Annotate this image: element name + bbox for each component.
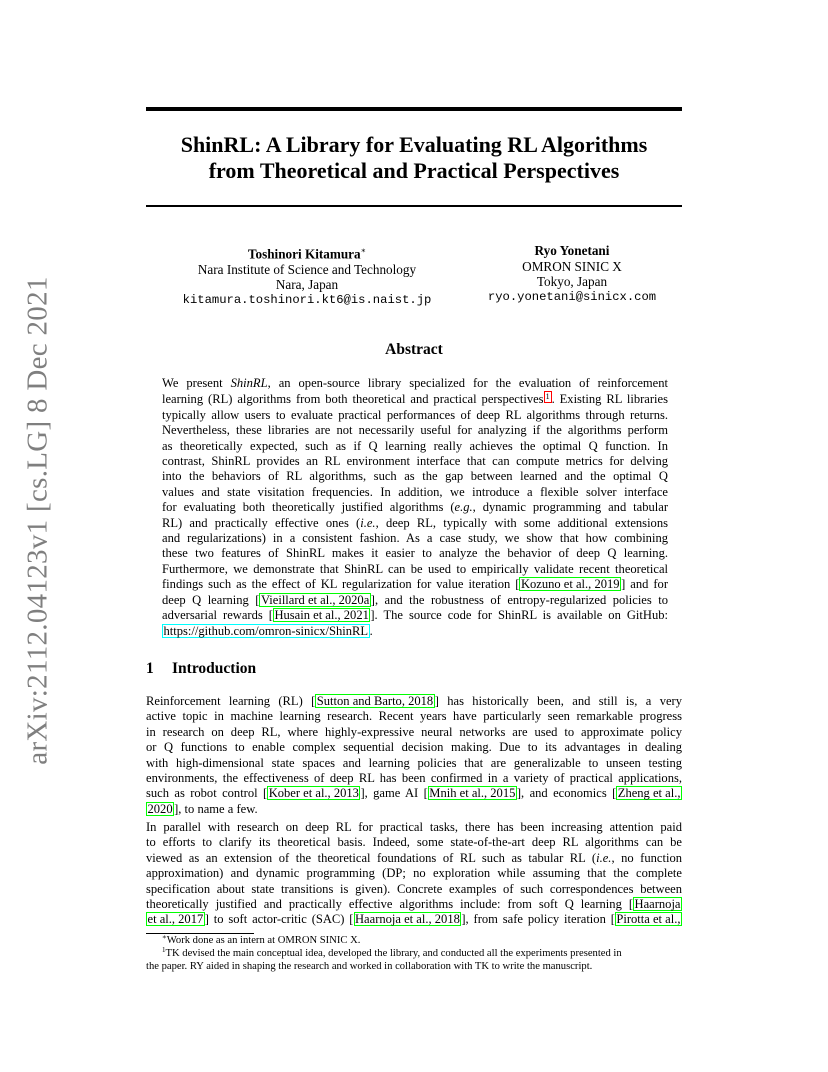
arxiv-stamp: arXiv:2112.04123v1 [cs.LG] 8 Dec 2021: [21, 275, 54, 765]
footnote: $^1$TK devised the main conceptual idea, developed the library, and conducted all the experiments presented in: [162, 946, 622, 959]
footnote: ∗Work done as an intern at OMRON SINIC X.: [162, 933, 361, 946]
citation-link[interactable]: Zheng et al.,: [617, 786, 681, 801]
title-bottom-rule: [146, 205, 682, 207]
author-email[interactable]: kitamura.toshinori.kt6@is.naist.jp: [182, 292, 432, 307]
title-top-rule: [146, 107, 682, 111]
footnote-ref[interactable]: 1: [545, 392, 550, 402]
abstract-heading: Abstract: [385, 341, 443, 358]
author-location: Nara, Japan: [275, 277, 339, 293]
citation-link[interactable]: Pirotta et al.,: [616, 912, 681, 927]
citation-link[interactable]: Mnih et al., 2015: [429, 786, 516, 801]
author-email[interactable]: ryo.yonetani@sinicx.com: [487, 289, 657, 304]
section-heading: 1 Introduction: [146, 660, 257, 677]
author-name: Ryo Yonetani: [534, 243, 610, 258]
abstract-body: We present ShinRL, an open-source library specialized for the evaluation of reinforcement learning (RL) algorithms from both theoretical and practical perspectives 1 . Existing RL libraries typically allow users to evaluate practical performances of deep RL algorithms through returns. Nevertheless, these libraries are not necessarily useful for analyzing if the algorithms perform as theoretically expected, such as if Q learning really achieves the optimal Q function. In contrast, ShinRL provides an RL environment interface that can compute metrics for delving into the behaviors of RL algorithms, such as the gap between learned and the optimal Q values and state visitation frequencies. In addition, we introduce a flexible solver interface for evaluating both theoretically justified algorithms (e.g., dynamic programming and tabular RL) and practically effective ones (i.e., deep RL, typically with some additional extensions and regularizations) in a consistent fashion. As a case study, we show that how combining these two features of ShinRL makes it easier to analyze the behavior of deep Q learning. Furthermore, we demonstrate that ShinRL can be used to empirically validate recent theoretical findings such as the effect of KL regularization for value iteration [ Kozuno et al., 2019 ] and for deep Q learning [ Vieillard et al., 2020a ], and the robustness of entropy-regularized policies to adversarial rewards [ Husain et al., 2021 ]. The source code for ShinRL is available on GitHub: https://github.com/omron-sinicx/ShinRL .: [162, 376, 668, 638]
author-affiliation: Nara Institute of Science and Technology: [197, 261, 417, 277]
citation-link[interactable]: Sutton and Barto, 2018: [316, 694, 434, 708]
author-location: Tokyo, Japan: [536, 274, 608, 289]
citation-link[interactable]: Kozuno et al., 2019: [520, 577, 620, 592]
footnote-continuation: the paper. RY aided in shaping the research and worked in collaboration with TK to write the manuscript.: [146, 961, 593, 972]
citation-link[interactable]: Vieillard et al., 2020a: [260, 592, 370, 607]
author-block: [472, 243, 672, 305]
intro-paragraph: In parallel with research on deep RL for practical tasks, there has been increasing attention paid to efforts to clarify its theoretical basis. Indeed, some state-of-the-art deep RL algorithms can be viewed as an extension of the theoretical foundations of RL such as tabular RL (i.e., no function approximation) and dynamic programming (DP; no exploration while assuming that the complete specification about state transitions is given). Concrete examples of such correspondences between theoretically justified and practically effective algorithms include: from soft Q learning [ Haarnoja et al., 2017 ] to soft actor-critic (SAC) [ Haarnoja et al., 2018 ], from safe policy iteration [ Pirotta et al.,: [146, 820, 682, 927]
citation-link[interactable]: Husain et al., 2021: [274, 608, 369, 623]
citation-link[interactable]: Haarnoja: [634, 897, 681, 912]
citation-link[interactable]: et al., 2017: [147, 912, 204, 927]
github-url-link[interactable]: https://github.com/omron-sinicx/ShinRL: [163, 623, 369, 638]
citation-link[interactable]: Haarnoja et al., 2018: [355, 912, 460, 927]
citation-link[interactable]: 2020: [147, 801, 173, 816]
paper-title: ShinRL: A Library for Evaluating RL Algorithms from Theoretical and Practical Perspectives: [180, 132, 648, 183]
author-affiliation: OMRON SINIC X: [522, 258, 622, 274]
intro-paragraph: Reinforcement learning (RL) [ Sutton and Barto, 2018 ] has historically been, and still is, a very active topic in machine learning research. Recent years have particularly seen remarkable progress in research on deep RL, where highly-expressive neural networks are used to approximate policy or Q functions to enable complex sequential decision making. Due to its advantages in dealing with high-dimensional state spaces and learning policies that are generalizable to unseen testing environments, the effectiveness of deep RL has been confirmed in a variety of practical applications, such as robot control [ Kober et al., 2013 ], game AI [ Mnih et al., 2015 ], and economics [ Zheng et al., 2020 ], to name a few.: [146, 694, 682, 816]
author-block: Toshinori Kitamura∗ Nara Institute of Science and Technology Nara, Japan kitamura.toshinori.kt6@is.naist.jp: [180, 243, 434, 308]
footnotes: [146, 934, 682, 973]
citation-link[interactable]: Kober et al., 2013: [268, 786, 359, 801]
author-name: Toshinori Kitamura: [247, 246, 361, 262]
